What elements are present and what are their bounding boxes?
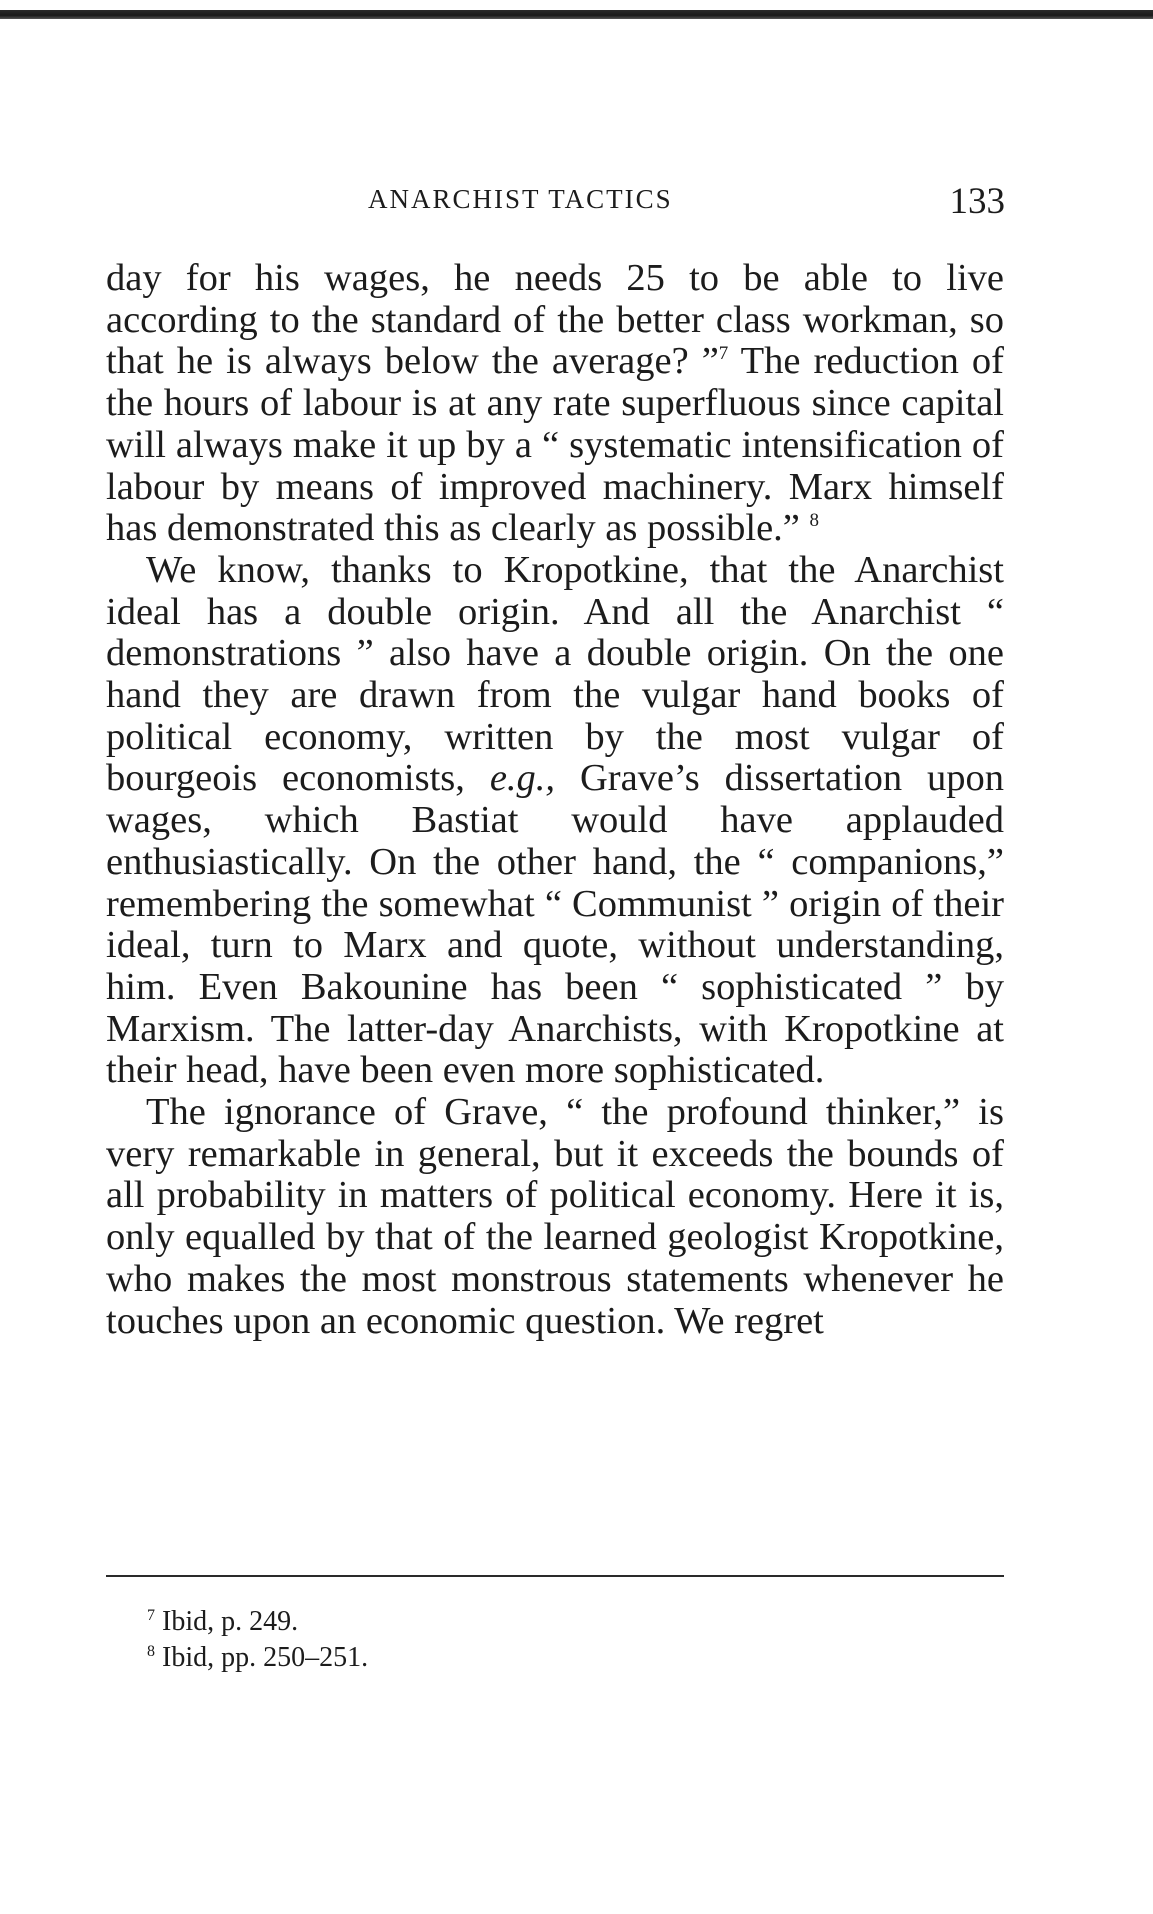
page-header: [105, 180, 1005, 224]
paragraph-2-text-a: We know, thanks to Kropotkine, that the Anarchist ideal has a double origin. And all the Anarchist “ demonstrations ” also have a double origin. On the one hand they are drawn from the vulgar hand books of political economy, written by the most vulgar of bourgeois economists,: [106, 548, 1004, 800]
top-edge-rule: [0, 10, 1153, 19]
footnote-text-8: Ibid, pp. 250–251.: [162, 1642, 369, 1673]
footnote-8: [147, 1640, 368, 1676]
running-head: ANARCHIST TACTICS: [368, 184, 673, 214]
footnote-divider: [106, 1575, 1004, 1577]
paragraph-1: [106, 258, 1004, 550]
page-number: 133: [949, 181, 1005, 222]
paragraph-1-text-b: The reduction of the hours of labour is at any rate superfluous since capital will always make it up by a “ systematic intensification of labour by means of improved machinery. Marx himself has demonstrated this as clearly as possible.”: [106, 340, 1004, 550]
footnote-ref-8: 8: [809, 510, 820, 532]
footnotes: [147, 1604, 368, 1676]
paragraph-1-text-a: day for his wages, he needs 25 to be able to live according to the standard of the better class workman, so that he is always below the average? ”: [106, 257, 1004, 383]
footnote-ref-7: 7: [718, 343, 729, 365]
footnote-marker-8: 8: [147, 1643, 155, 1660]
footnote-text-7: Ibid, p. 249.: [162, 1606, 299, 1637]
paragraph-3: The ignorance of Grave, “ the profound thinker,” is very remarkable in general, but it exceeds the bounds of all probability in matters of political economy. Here it is, only equalled by that of the learned geologist Kropotkine, who makes the most monstrous statements whenever he touches upon an economic question. We regret: [106, 1091, 1004, 1342]
body-text: [106, 258, 1004, 1342]
footnote-marker-7: 7: [147, 1607, 155, 1624]
eg-abbreviation: e.g.,: [489, 757, 556, 800]
paragraph-2: [106, 550, 1004, 1092]
footnote-7: [147, 1604, 368, 1640]
paragraph-2-text-b: Grave’s dissertation upon wages, which Bastiat would have applauded enthusiastically. On the other hand, the “ companions,” remembering the somewhat “ Communist ” origin of their ideal, turn to Marx and quote, without understanding, him. Even Bakounine has been “ sophisticated ” by Marxism. The latter-day Anarchists, with Kropotkine at their head, have been even more sophisticated.: [106, 757, 1005, 1092]
